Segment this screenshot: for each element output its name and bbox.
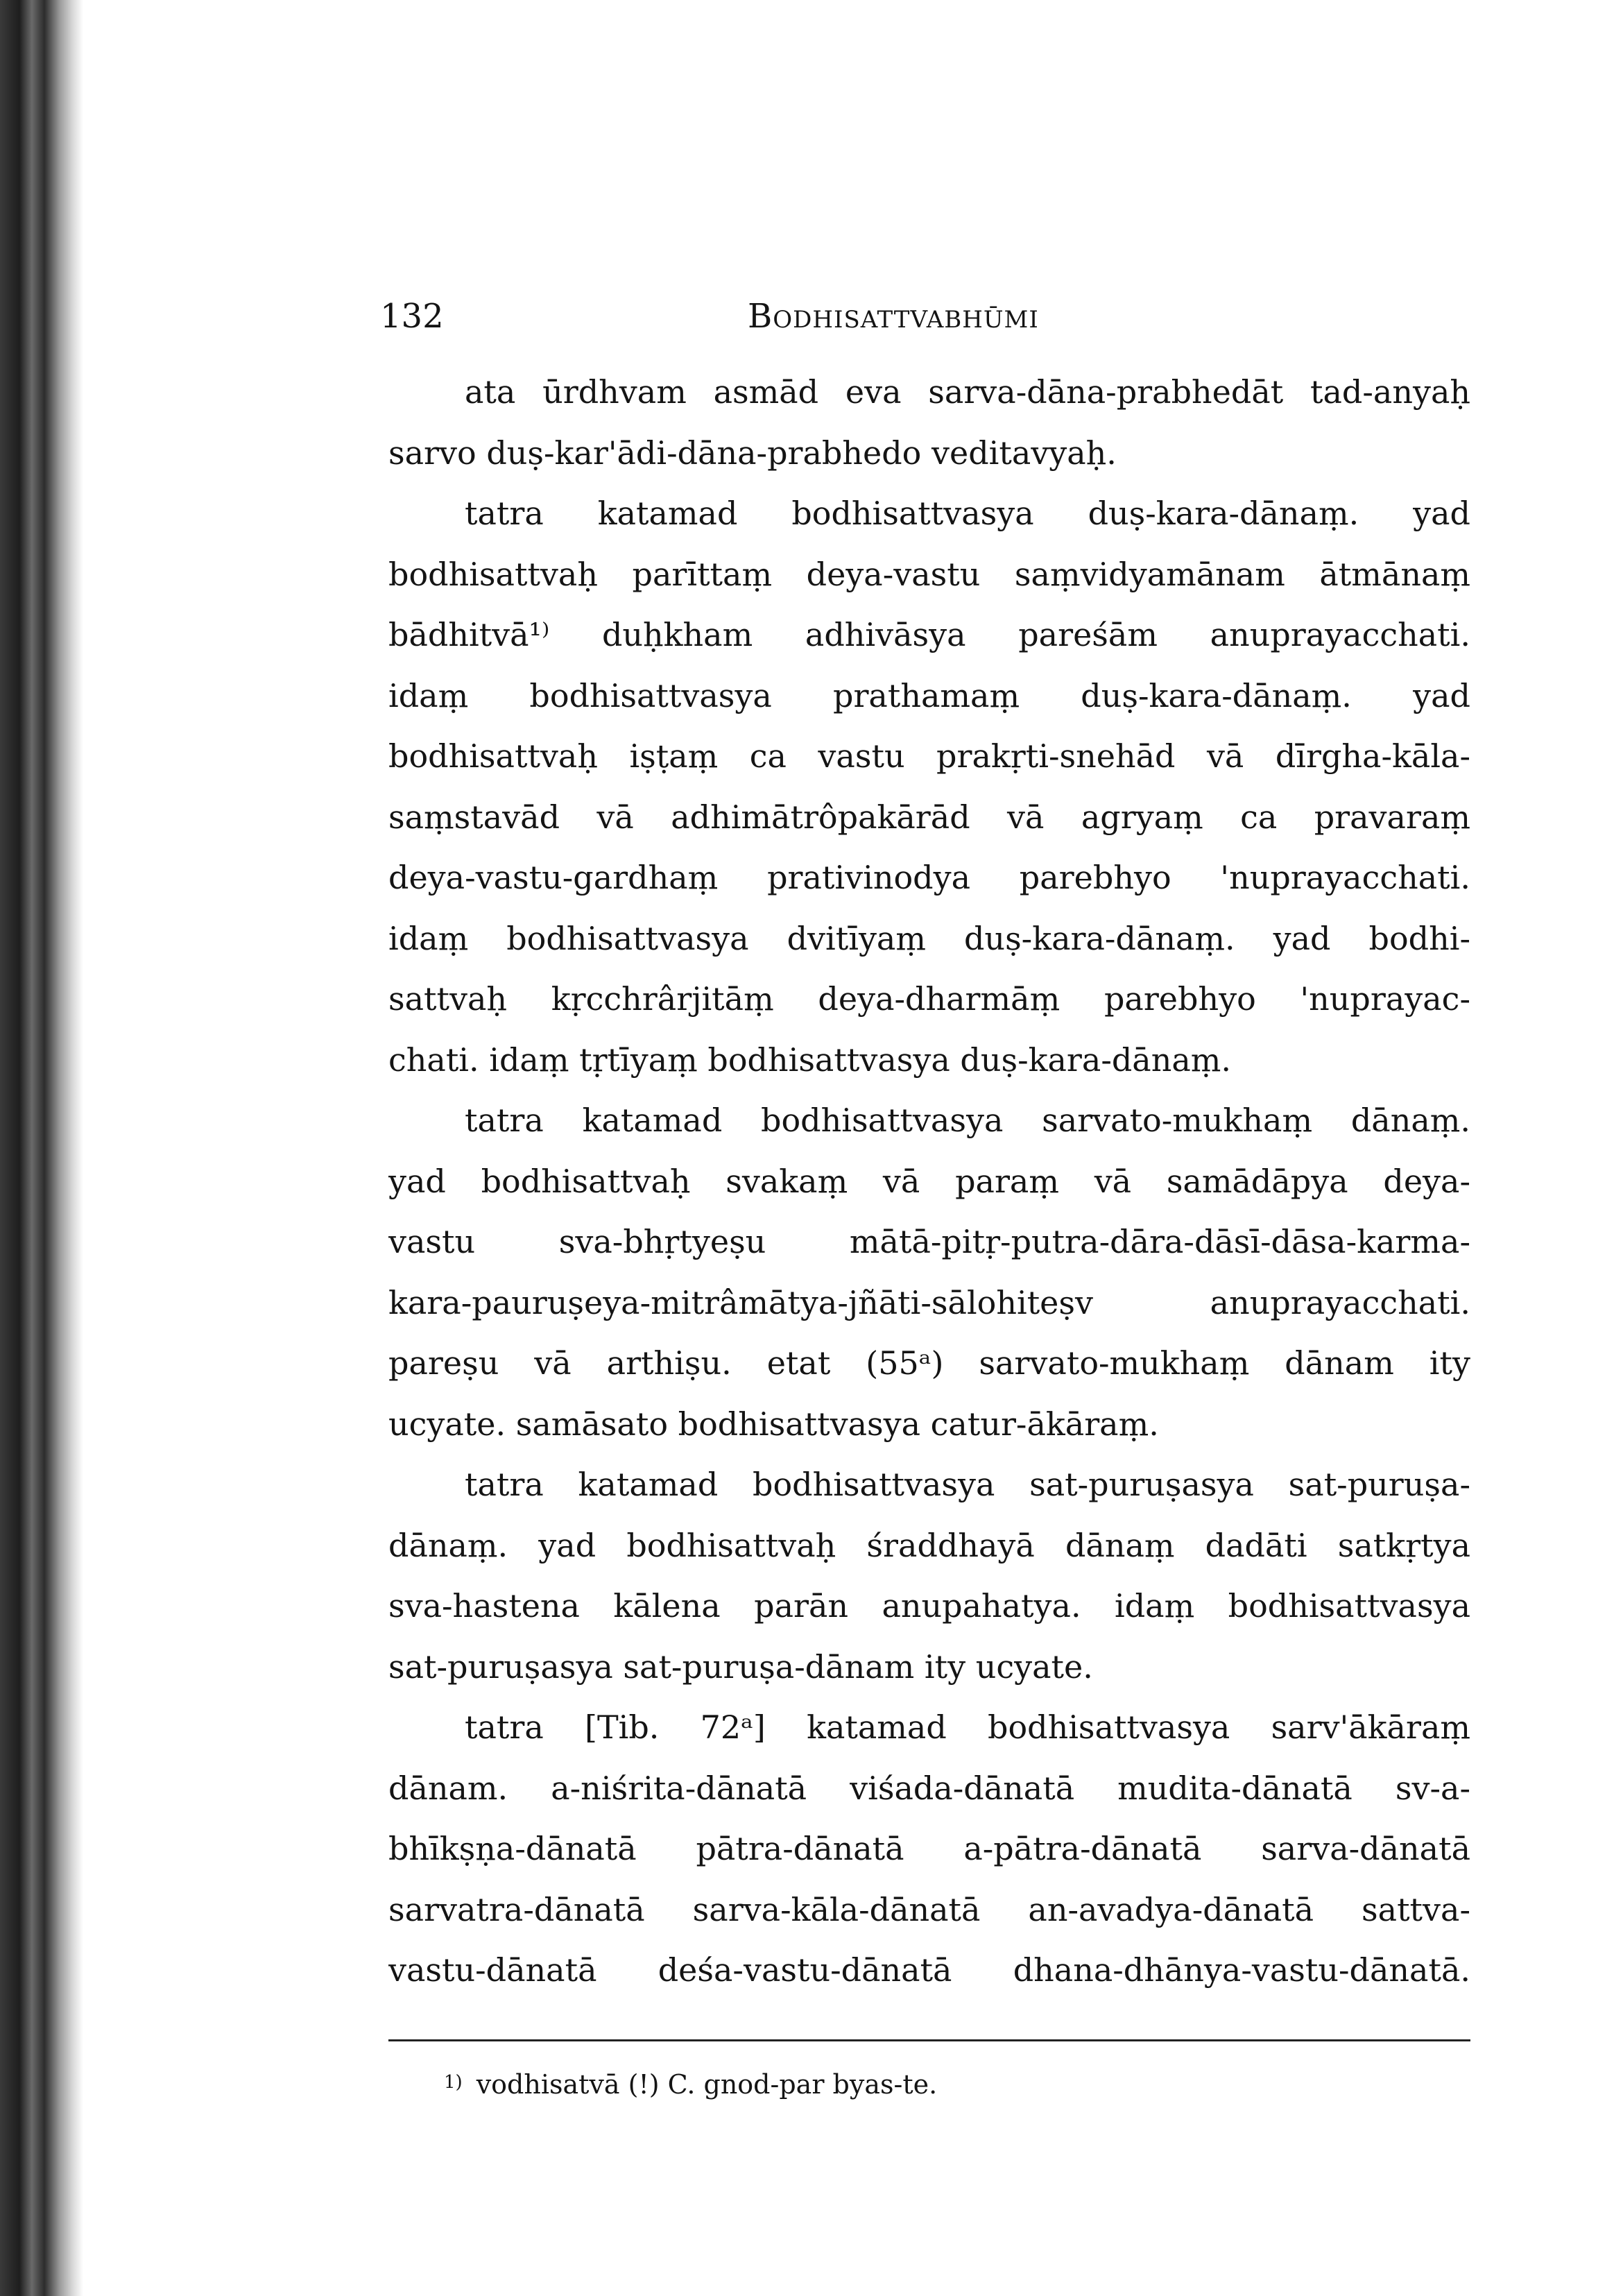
text-line: idaṃ bodhisattvasya prathamaṃ duṣ-kara-dānaṃ. yad (388, 676, 1470, 714)
text-line: sarvatra-dānatā sarva-kāla-dānatā an-avadya-dānatā sattva- (388, 1890, 1470, 1928)
footnote-text: vodhisatvā (!) C. gnod-par byas-te. (476, 2069, 938, 2100)
text-line: sva-hastena kālena parān anupahatya. idaṃ bodhisattvasya (388, 1587, 1470, 1625)
text-line: yad bodhisattvaḥ svakaṃ vā paraṃ vā samādāpya deya- (388, 1162, 1470, 1200)
book-binding-shadow (0, 0, 83, 2296)
page-header (380, 297, 1434, 341)
footnote (444, 2062, 937, 2105)
text-line: bhīkṣṇa-dānatā pātra-dānatā a-pātra-dānatā sarva-dānatā (388, 1830, 1470, 1867)
text-line: sarvo duṣ-kar'ādi-dāna-prabhedo veditavyaḥ. (388, 434, 1117, 472)
text-line: ucyate. samāsato bodhisattvasya catur-ākāraṃ. (388, 1405, 1159, 1443)
text-line: deya-vastu-gardhaṃ prativinodya parebhyo 'nuprayacchati. (388, 859, 1470, 896)
text-line: bādhitvā¹⁾ duḥkham adhivāsya pareśām anuprayacchati. (388, 616, 1470, 653)
text-line: vastu sva-bhṛtyeṣu mātā-pitṛ-putra-dāra-dāsī-dāsa-karma- (388, 1223, 1470, 1260)
text-line: bodhisattvaḥ parīttaṃ deya-vastu saṃvidyamānam ātmānaṃ (388, 555, 1470, 593)
text-line: pareṣu vā arthiṣu. etat (55ᵃ) sarvato-mukhaṃ dānam ity (388, 1344, 1470, 1382)
page-number: 132 (380, 297, 444, 336)
text-line: tatra katamad bodhisattvasya duṣ-kara-dānaṃ. yad (465, 495, 1470, 532)
running-title: Bodhisattvabhūmi (748, 297, 1039, 336)
text-line: dānam. a-niśrita-dānatā viśada-dānatā mudita-dānatā sv-a- (388, 1769, 1470, 1807)
text-line: tatra katamad bodhisattvasya sarvato-mukhaṃ dānaṃ. (465, 1102, 1470, 1139)
text-line: ata ūrdhvam asmād eva sarva-dāna-prabhedāt tad-anyaḥ (465, 373, 1470, 411)
text-line: sattvaḥ kṛcchrârjitāṃ deya-dharmāṃ parebhyo 'nuprayac- (388, 980, 1470, 1018)
text-line: sat-puruṣasya sat-puruṣa-dānam ity ucyate. (388, 1647, 1093, 1686)
text-line: kara-pauruṣeya-mitrâmātya-jñāti-sālohiteṣv anuprayacchati. (388, 1283, 1470, 1321)
text-line: tatra katamad bodhisattvasya sat-puruṣasya sat-puruṣa- (465, 1466, 1470, 1503)
text-line: saṃstavād vā adhimātrôpakārād vā agryaṃ ca pravaraṃ (388, 798, 1470, 836)
main-text (388, 362, 1470, 2001)
footnote-rule (388, 2039, 1470, 2041)
text-line: dānaṃ. yad bodhisattvaḥ śraddhayā dānaṃ dadāti satkṛtya (388, 1526, 1470, 1564)
text-line: vastu-dānatā deśa-vastu-dānatā dhana-dhānya-vastu-dānatā. (388, 1951, 1470, 1989)
text-line: chati. idaṃ tṛtīyaṃ bodhisattvasya duṣ-kara-dānaṃ. (388, 1040, 1232, 1079)
text-line: tatra [Tib. 72ᵃ] katamad bodhisattvasya sarv'ākāraṃ (465, 1708, 1470, 1746)
footnote-marker: 1) (444, 2072, 463, 2093)
text-line: bodhisattvaḥ iṣṭaṃ ca vastu prakṛti-snehād vā dīrgha-kāla- (388, 737, 1470, 775)
text-line: idaṃ bodhisattvasya dvitīyaṃ duṣ-kara-dānaṃ. yad bodhi- (388, 919, 1470, 957)
